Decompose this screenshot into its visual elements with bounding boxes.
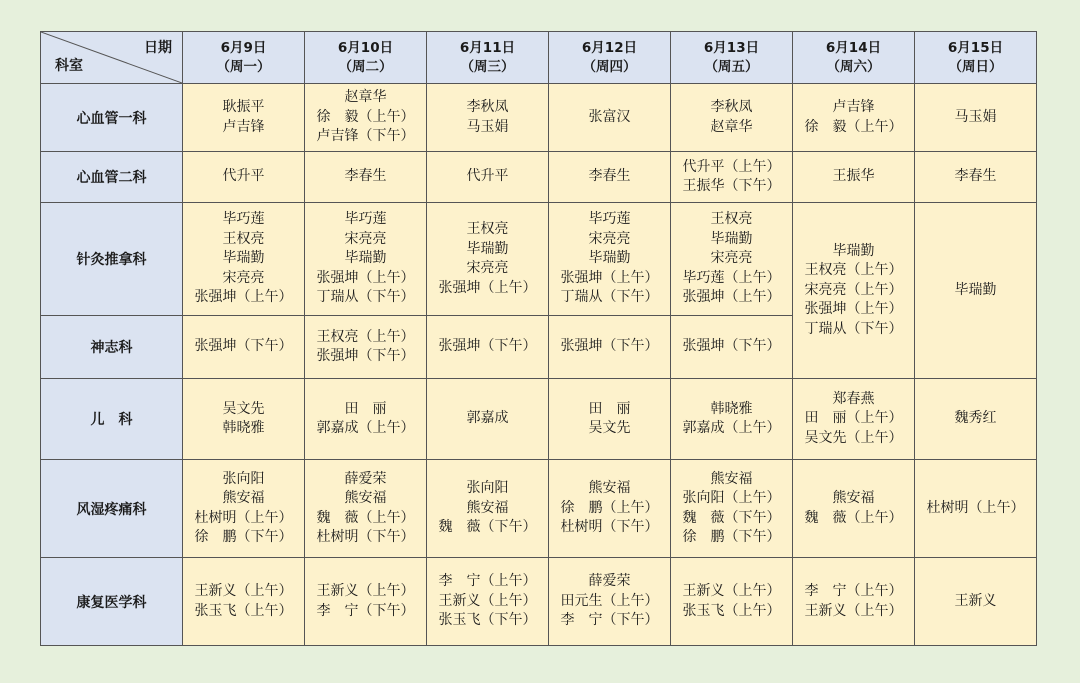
schedule-cell — [671, 152, 793, 203]
schedule-cell — [183, 203, 305, 316]
schedule-cell — [549, 379, 671, 460]
dept-row — [41, 84, 1037, 152]
doctor-name: 张强坤（上午） — [316, 269, 415, 286]
doctor-name: 郑春燕 — [832, 390, 875, 407]
doctor-name: 王新义（上午） — [316, 583, 415, 599]
dept-name: 心血管一科 — [41, 84, 183, 152]
doctor-name: 王新义（上午） — [804, 602, 903, 619]
doctor-name: 杜树明（上午） — [194, 509, 293, 526]
doctor-name: 代升平 — [222, 168, 265, 185]
schedule-cell — [427, 316, 549, 379]
doctor-name: 王新义（上午） — [438, 592, 537, 609]
doctor-name: 李 宁（上午） — [438, 573, 537, 590]
doctor-name: 张强坤（下午） — [560, 338, 659, 355]
doctor-name: 郭嘉成（上午） — [682, 420, 781, 436]
doctor-name: 吴文先 — [222, 400, 265, 417]
doctor-name: 熊安福 — [222, 490, 265, 506]
corner-header — [41, 32, 183, 84]
doctor-name: 王新义（上午） — [194, 583, 293, 599]
schedule-cell — [793, 379, 915, 460]
dept-name: 儿 科 — [41, 379, 183, 460]
schedule-cell — [549, 316, 671, 379]
schedule-cell — [183, 460, 305, 558]
doctor-name: 毕巧莲 — [588, 211, 631, 228]
doctor-name: 薛爱荣 — [344, 470, 387, 487]
dept-name: 心血管二科 — [41, 152, 183, 203]
schedule-cell — [305, 152, 427, 203]
dept-name: 风湿疼痛科 — [41, 460, 183, 558]
doctor-name: 李春生 — [954, 168, 997, 185]
schedule-cell-merged — [915, 203, 1037, 379]
schedule-cell — [671, 203, 793, 316]
dept-name: 针灸推拿科 — [41, 203, 183, 316]
doctor-name: 张强坤（上午） — [804, 301, 903, 318]
day-header — [183, 32, 305, 84]
schedule-cell — [305, 460, 427, 558]
schedule-cell — [915, 152, 1037, 203]
schedule-cell — [183, 316, 305, 379]
doctor-name: 李 宁（下午） — [560, 612, 659, 629]
doctor-name: 魏 薇（上午） — [316, 509, 415, 526]
dept-row — [41, 203, 1037, 316]
doctor-name: 田元生（上午） — [560, 592, 659, 609]
doctor-name: 魏 薇（上午） — [804, 509, 903, 526]
doctor-name: 熊安福 — [710, 470, 753, 487]
doctor-name: 耿振平 — [222, 99, 265, 115]
schedule-cell — [915, 379, 1037, 460]
schedule-cell — [183, 379, 305, 460]
doctor-name: 王权亮 — [710, 211, 753, 228]
day-header — [427, 32, 549, 84]
schedule-cell — [549, 203, 671, 316]
doctor-name: 毕瑞勤 — [832, 242, 875, 259]
doctor-name: 李 宁（上午） — [804, 583, 903, 599]
doctor-name: 徐 鹏（上午） — [560, 499, 659, 516]
doctor-name: 王权亮（上午） — [316, 328, 415, 345]
schedule-cell — [793, 460, 915, 558]
schedule-cell — [549, 84, 671, 152]
doctor-name: 毕瑞勤 — [222, 250, 265, 267]
schedule-cell — [305, 379, 427, 460]
doctor-name: 郭嘉成 — [466, 410, 509, 427]
doctor-name: 熊安福 — [344, 490, 387, 506]
day-date: 6月15日 — [947, 40, 1004, 57]
doctor-name: 吴文先 — [588, 420, 631, 436]
schedule-cell — [183, 84, 305, 152]
doctor-name: 王权亮 — [466, 221, 509, 237]
header-row — [41, 32, 1037, 84]
dept-name: 神志科 — [41, 316, 183, 379]
schedule-cell — [427, 84, 549, 152]
day-header — [549, 32, 671, 84]
day-header — [671, 32, 793, 84]
doctor-name: 张强坤（上午） — [560, 269, 659, 286]
schedule-cell — [549, 152, 671, 203]
doctor-name: 李春生 — [344, 168, 387, 185]
doctor-name: 王振华 — [832, 168, 875, 185]
schedule-cell — [671, 316, 793, 379]
doctor-name: 张强坤（下午） — [316, 348, 415, 364]
doctor-name: 薛爱荣 — [588, 573, 631, 590]
schedule-cell — [793, 84, 915, 152]
doctor-name: 熊安福 — [588, 480, 631, 497]
doctor-name: 张玉飞（上午） — [194, 602, 293, 619]
doctor-name: 张强坤（上午） — [194, 289, 293, 306]
doctor-name: 毕瑞勤 — [588, 250, 631, 267]
doctor-name: 魏 薇（下午） — [682, 509, 781, 526]
day-date: 6月11日 — [459, 40, 516, 57]
doctor-name: 毕瑞勤 — [954, 281, 997, 298]
day-date: 6月14日 — [825, 40, 882, 57]
doctor-name: 张玉飞（下午） — [438, 612, 537, 629]
schedule-cell — [549, 460, 671, 558]
schedule-cell — [427, 203, 549, 316]
doctor-name: 丁瑞从（下午） — [804, 320, 903, 337]
doctor-name: 杜树明（下午） — [316, 529, 415, 545]
doctor-name: 马玉娟 — [954, 108, 997, 125]
doctor-name: 丁瑞从（下午） — [560, 289, 659, 306]
doctor-name: 李春生 — [588, 168, 631, 185]
doctor-name: 王新义（上午） — [682, 583, 781, 599]
day-header — [793, 32, 915, 84]
doctor-name: 赵章华 — [344, 89, 387, 106]
doctor-name: 李秋凤 — [710, 99, 753, 115]
corner-dept-label: 科室 — [55, 58, 83, 75]
schedule-cell — [793, 152, 915, 203]
doctor-name: 张富汉 — [588, 108, 631, 125]
schedule-cell — [915, 460, 1037, 558]
doctor-name: 韩晓雅 — [710, 400, 753, 417]
doctor-name: 田 丽 — [344, 400, 387, 417]
day-date: 6月12日 — [581, 40, 638, 57]
schedule-cell — [549, 558, 671, 646]
schedule-cell — [427, 152, 549, 203]
dept-row — [41, 152, 1037, 203]
doctor-name: 徐 毅（上午） — [804, 118, 903, 135]
schedule-cell — [305, 203, 427, 316]
schedule-cell — [671, 84, 793, 152]
day-header — [915, 32, 1037, 84]
doctor-name: 卢吉锋（下午） — [316, 128, 415, 145]
doctor-name: 张向阳 — [466, 480, 509, 497]
doctor-name: 毕瑞勤 — [466, 240, 509, 257]
doctor-name: 吴文先（上午） — [804, 429, 903, 446]
doctor-name: 毕巧莲 — [222, 211, 265, 228]
day-weekday: （周一） — [216, 58, 271, 75]
doctor-name: 代升平 — [466, 168, 509, 185]
schedule-cell — [305, 316, 427, 379]
schedule-cell — [671, 558, 793, 646]
day-header — [305, 32, 427, 84]
doctor-name: 魏 薇（下午） — [438, 519, 537, 536]
doctor-name: 张强坤（下午） — [438, 338, 537, 355]
doctor-name: 田 丽 — [588, 400, 631, 417]
day-weekday: （周日） — [948, 58, 1003, 75]
doctor-name: 杜树明（上午） — [926, 499, 1025, 516]
doctor-name: 郭嘉成（上午） — [316, 420, 415, 436]
doctor-name: 张强坤（上午） — [438, 279, 537, 296]
doctor-name: 王权亮（上午） — [804, 262, 903, 279]
day-date: 6月13日 — [703, 40, 760, 57]
doctor-name: 宋亮亮 — [588, 230, 631, 247]
doctor-name: 徐 鹏（下午） — [194, 529, 293, 545]
schedule-cell — [671, 379, 793, 460]
doctor-name: 宋亮亮 — [466, 260, 509, 276]
doctor-name: 杜树明（下午） — [560, 519, 659, 536]
doctor-name: 张向阳 — [222, 470, 265, 487]
doctor-name: 宋亮亮 — [344, 230, 387, 247]
doctor-name: 徐 毅（上午） — [316, 108, 415, 125]
doctor-name: 宋亮亮（上午） — [804, 281, 903, 298]
schedule-cell — [427, 460, 549, 558]
doctor-name: 熊安福 — [832, 490, 875, 506]
doctor-name: 李 宁（下午） — [316, 602, 415, 619]
day-date: 6月9日 — [220, 40, 267, 57]
doctor-name: 韩晓雅 — [222, 420, 265, 436]
doctor-name: 宋亮亮 — [222, 269, 265, 286]
doctor-name: 王新义 — [954, 592, 997, 609]
doctor-name: 代升平（上午） — [682, 158, 781, 175]
doctor-name: 张强坤（下午） — [682, 338, 781, 355]
schedule-cell — [793, 558, 915, 646]
doctor-name: 毕瑞勤 — [710, 230, 753, 247]
day-weekday: （周四） — [582, 58, 637, 75]
day-weekday: （周三） — [460, 58, 515, 75]
doctor-name: 赵章华 — [710, 118, 753, 135]
schedule-cell — [183, 152, 305, 203]
doctor-name: 张向阳（上午） — [682, 490, 781, 506]
schedule-cell — [305, 558, 427, 646]
corner-date-label: 日期 — [144, 40, 172, 56]
day-date: 6月10日 — [337, 40, 394, 57]
dept-row — [41, 379, 1037, 460]
dept-row — [41, 558, 1037, 646]
doctor-name: 丁瑞从（下午） — [316, 289, 415, 306]
doctor-name: 徐 鹏（下午） — [682, 529, 781, 545]
doctor-name: 王振华（下午） — [682, 178, 781, 194]
schedule-cell — [183, 558, 305, 646]
schedule-cell — [671, 460, 793, 558]
schedule-cell-merged — [793, 203, 915, 379]
duty-schedule-table — [40, 31, 1037, 646]
doctor-name: 卢吉锋 — [832, 99, 875, 115]
dept-row — [41, 460, 1037, 558]
day-weekday: （周六） — [826, 58, 881, 75]
schedule-cell — [915, 558, 1037, 646]
doctor-name: 毕巧莲 — [344, 211, 387, 228]
doctor-name: 王权亮 — [222, 230, 265, 247]
schedule-cell — [915, 84, 1037, 152]
doctor-name: 田 丽（上午） — [804, 410, 903, 427]
doctor-name: 张强坤（下午） — [194, 338, 293, 355]
doctor-name: 卢吉锋 — [222, 118, 265, 135]
doctor-name: 毕巧莲（上午） — [682, 269, 781, 286]
schedule-cell — [427, 558, 549, 646]
doctor-name: 毕瑞勤 — [344, 250, 387, 267]
day-weekday: （周二） — [338, 58, 393, 75]
doctor-name: 张强坤（上午） — [682, 289, 781, 306]
doctor-name: 宋亮亮 — [710, 250, 753, 267]
dept-name: 康复医学科 — [41, 558, 183, 646]
doctor-name: 魏秀红 — [954, 410, 997, 427]
doctor-name: 李秋凤 — [466, 99, 509, 115]
schedule-cell — [427, 379, 549, 460]
doctor-name: 马玉娟 — [466, 118, 509, 135]
doctor-name: 熊安福 — [466, 499, 509, 516]
doctor-name: 张玉飞（上午） — [682, 602, 781, 619]
day-weekday: （周五） — [704, 58, 759, 75]
schedule-cell — [305, 84, 427, 152]
